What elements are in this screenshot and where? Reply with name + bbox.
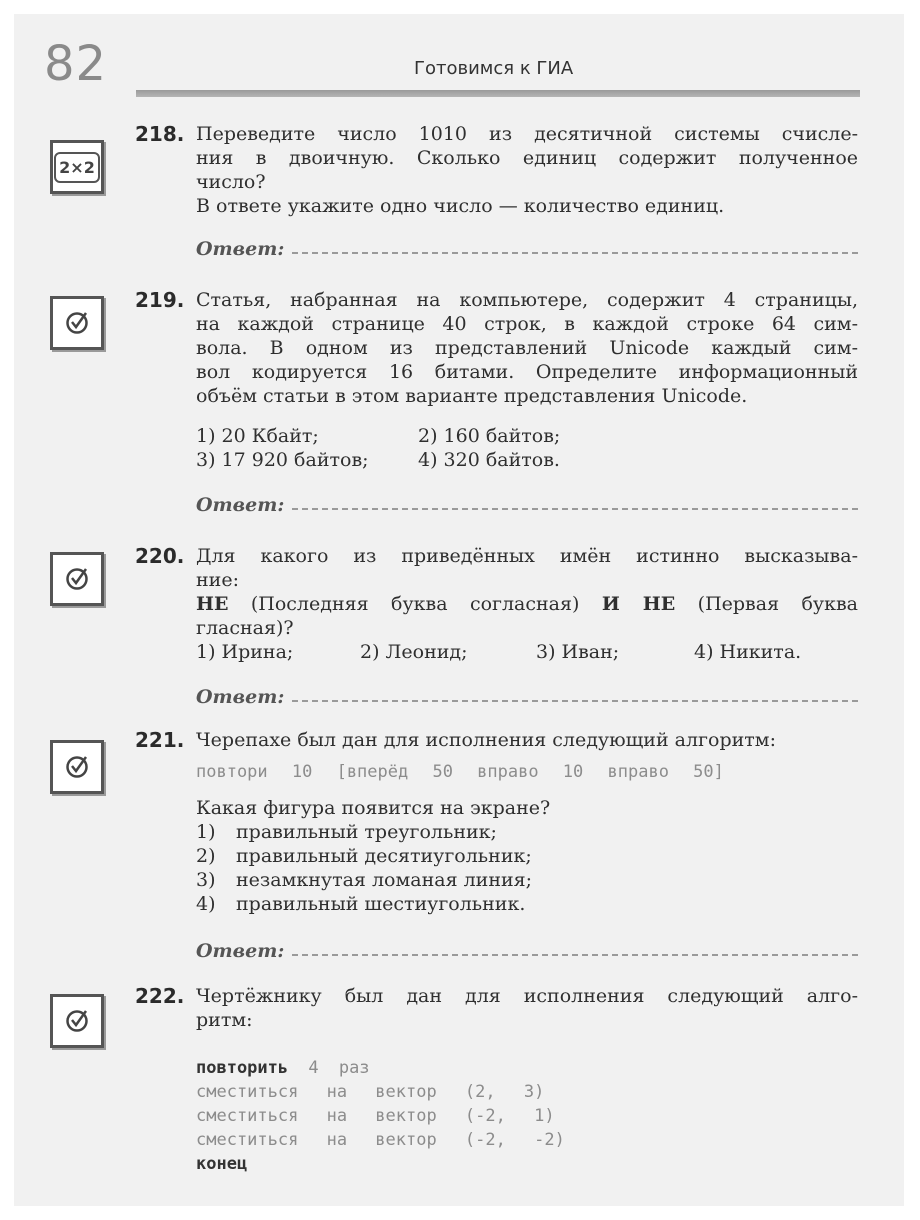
answer-line[interactable] — [292, 251, 858, 254]
list-text: правильный треугольник; — [236, 821, 497, 843]
option: 3) Иван; — [536, 641, 620, 663]
task-number: 220. — [135, 544, 185, 568]
answer-label: Ответ: — [196, 238, 285, 260]
test-check-icon — [50, 552, 104, 606]
list-number: 3) — [196, 869, 216, 891]
test-check-icon — [50, 740, 104, 794]
list-item — [196, 844, 858, 868]
check-circle-icon — [64, 1008, 90, 1034]
list-text: незамкнутая ломаная линия; — [236, 869, 533, 891]
text-line: Какая фигура появится на экране? — [196, 797, 551, 819]
code-line: сместиться на вектор (2, 3) — [196, 1082, 545, 1102]
code-keyword: повторить — [196, 1058, 289, 1078]
option: 4) 320 байтов. — [418, 449, 560, 471]
answer-line[interactable] — [292, 507, 858, 510]
check-circle-icon — [64, 566, 90, 592]
textbook-page — [14, 14, 904, 1206]
text-line: вола. В одном из представлений Unicode каждый сим- — [196, 337, 858, 359]
list-text: правильный шестиугольник. — [236, 893, 526, 915]
text-line — [196, 592, 858, 616]
check-circle-icon — [64, 310, 90, 336]
option: 3) 17 920 байтов; — [196, 449, 369, 471]
task-number: 221. — [135, 728, 185, 752]
option: 2) 160 байтов; — [418, 425, 561, 447]
option: 1) Ирина; — [196, 641, 294, 663]
bold-operator: НЕ — [196, 593, 229, 615]
list-number: 4) — [196, 893, 216, 915]
test-check-icon — [50, 296, 104, 350]
page-number: 82 — [44, 36, 108, 92]
answer-line[interactable] — [292, 699, 858, 702]
answer-label: Ответ: — [196, 940, 285, 962]
answer-label: Ответ: — [196, 686, 285, 708]
code-line — [196, 1152, 858, 1176]
option: 1) 20 Кбайт; — [196, 425, 319, 447]
section-title: Готовимся к ГИА — [414, 58, 574, 79]
answer-line[interactable] — [292, 953, 858, 956]
text-line: вол кодируется 16 битами. Определите информационный — [196, 361, 858, 383]
code-line: повтори 10 [вперёд 50 вправо 10 вправо 50] — [196, 762, 724, 782]
answer-field[interactable] — [196, 940, 858, 962]
text-line: Статья, набранная на компьютере, содержит 4 страницы, — [196, 289, 858, 311]
option: 4) Никита. — [694, 641, 802, 663]
answer-field[interactable] — [196, 238, 858, 260]
task-number: 218. — [135, 122, 185, 146]
option: 2) Леонид; — [360, 641, 468, 663]
task-text — [196, 122, 858, 218]
answer-field[interactable] — [196, 494, 858, 516]
options-row — [196, 640, 858, 664]
text-line: В ответе укажите одно число — количество единиц. — [196, 195, 725, 217]
task-text — [196, 984, 858, 1176]
answer-label: Ответ: — [196, 494, 285, 516]
text-line: Для какого из приведённых имён истинно высказыва- — [196, 545, 858, 567]
code-line: сместиться на вектор (-2, -2) — [196, 1130, 565, 1150]
text-line: Переведите число 1010 из десятичной системы счисле- — [196, 123, 858, 145]
text-line: Черепахе был дан для исполнения следующий алгоритм: — [196, 729, 776, 751]
calculation-badge-label: 2×2 — [54, 152, 100, 183]
check-circle-icon — [64, 754, 90, 780]
code-line: сместиться на вектор (-2, 1) — [196, 1106, 555, 1126]
list-number: 2) — [196, 845, 216, 867]
list-item — [196, 820, 858, 844]
test-check-icon — [50, 994, 104, 1048]
text-line: гласная)? — [196, 617, 294, 639]
text-line: ние: — [196, 569, 239, 591]
list-number: 1) — [196, 821, 216, 843]
text-span: (Последняя буква согласная) — [228, 593, 602, 615]
answer-field[interactable] — [196, 686, 858, 708]
task-text — [196, 544, 858, 664]
bold-operator: И НЕ — [601, 593, 676, 615]
text-line: на каждой странице 40 строк, в каждой строке 64 сим- — [196, 313, 858, 335]
list-text: правильный десятиугольник; — [236, 845, 532, 867]
options-row — [196, 448, 858, 472]
task-text — [196, 728, 858, 916]
list-item — [196, 892, 858, 916]
text-line: ния в двоичную. Сколько единиц содержит полученное — [196, 147, 858, 169]
options-row — [196, 424, 858, 448]
list-item — [196, 868, 858, 892]
text-line: Чертёжнику был дан для исполнения следующий алго- — [196, 985, 858, 1007]
text-span: (Первая буква — [675, 593, 859, 615]
header-rule — [136, 90, 860, 97]
code-text: 4 раз — [288, 1058, 370, 1078]
task-number: 222. — [135, 984, 185, 1008]
code-line — [196, 1056, 858, 1080]
task-text — [196, 288, 858, 472]
task-number: 219. — [135, 288, 185, 312]
text-line: число? — [196, 171, 266, 193]
code-keyword: конец — [196, 1154, 248, 1174]
text-line: объём статьи в этом варианте представления Unicode. — [196, 385, 748, 407]
calculation-icon — [50, 140, 104, 194]
text-line: ритм: — [196, 1009, 253, 1031]
